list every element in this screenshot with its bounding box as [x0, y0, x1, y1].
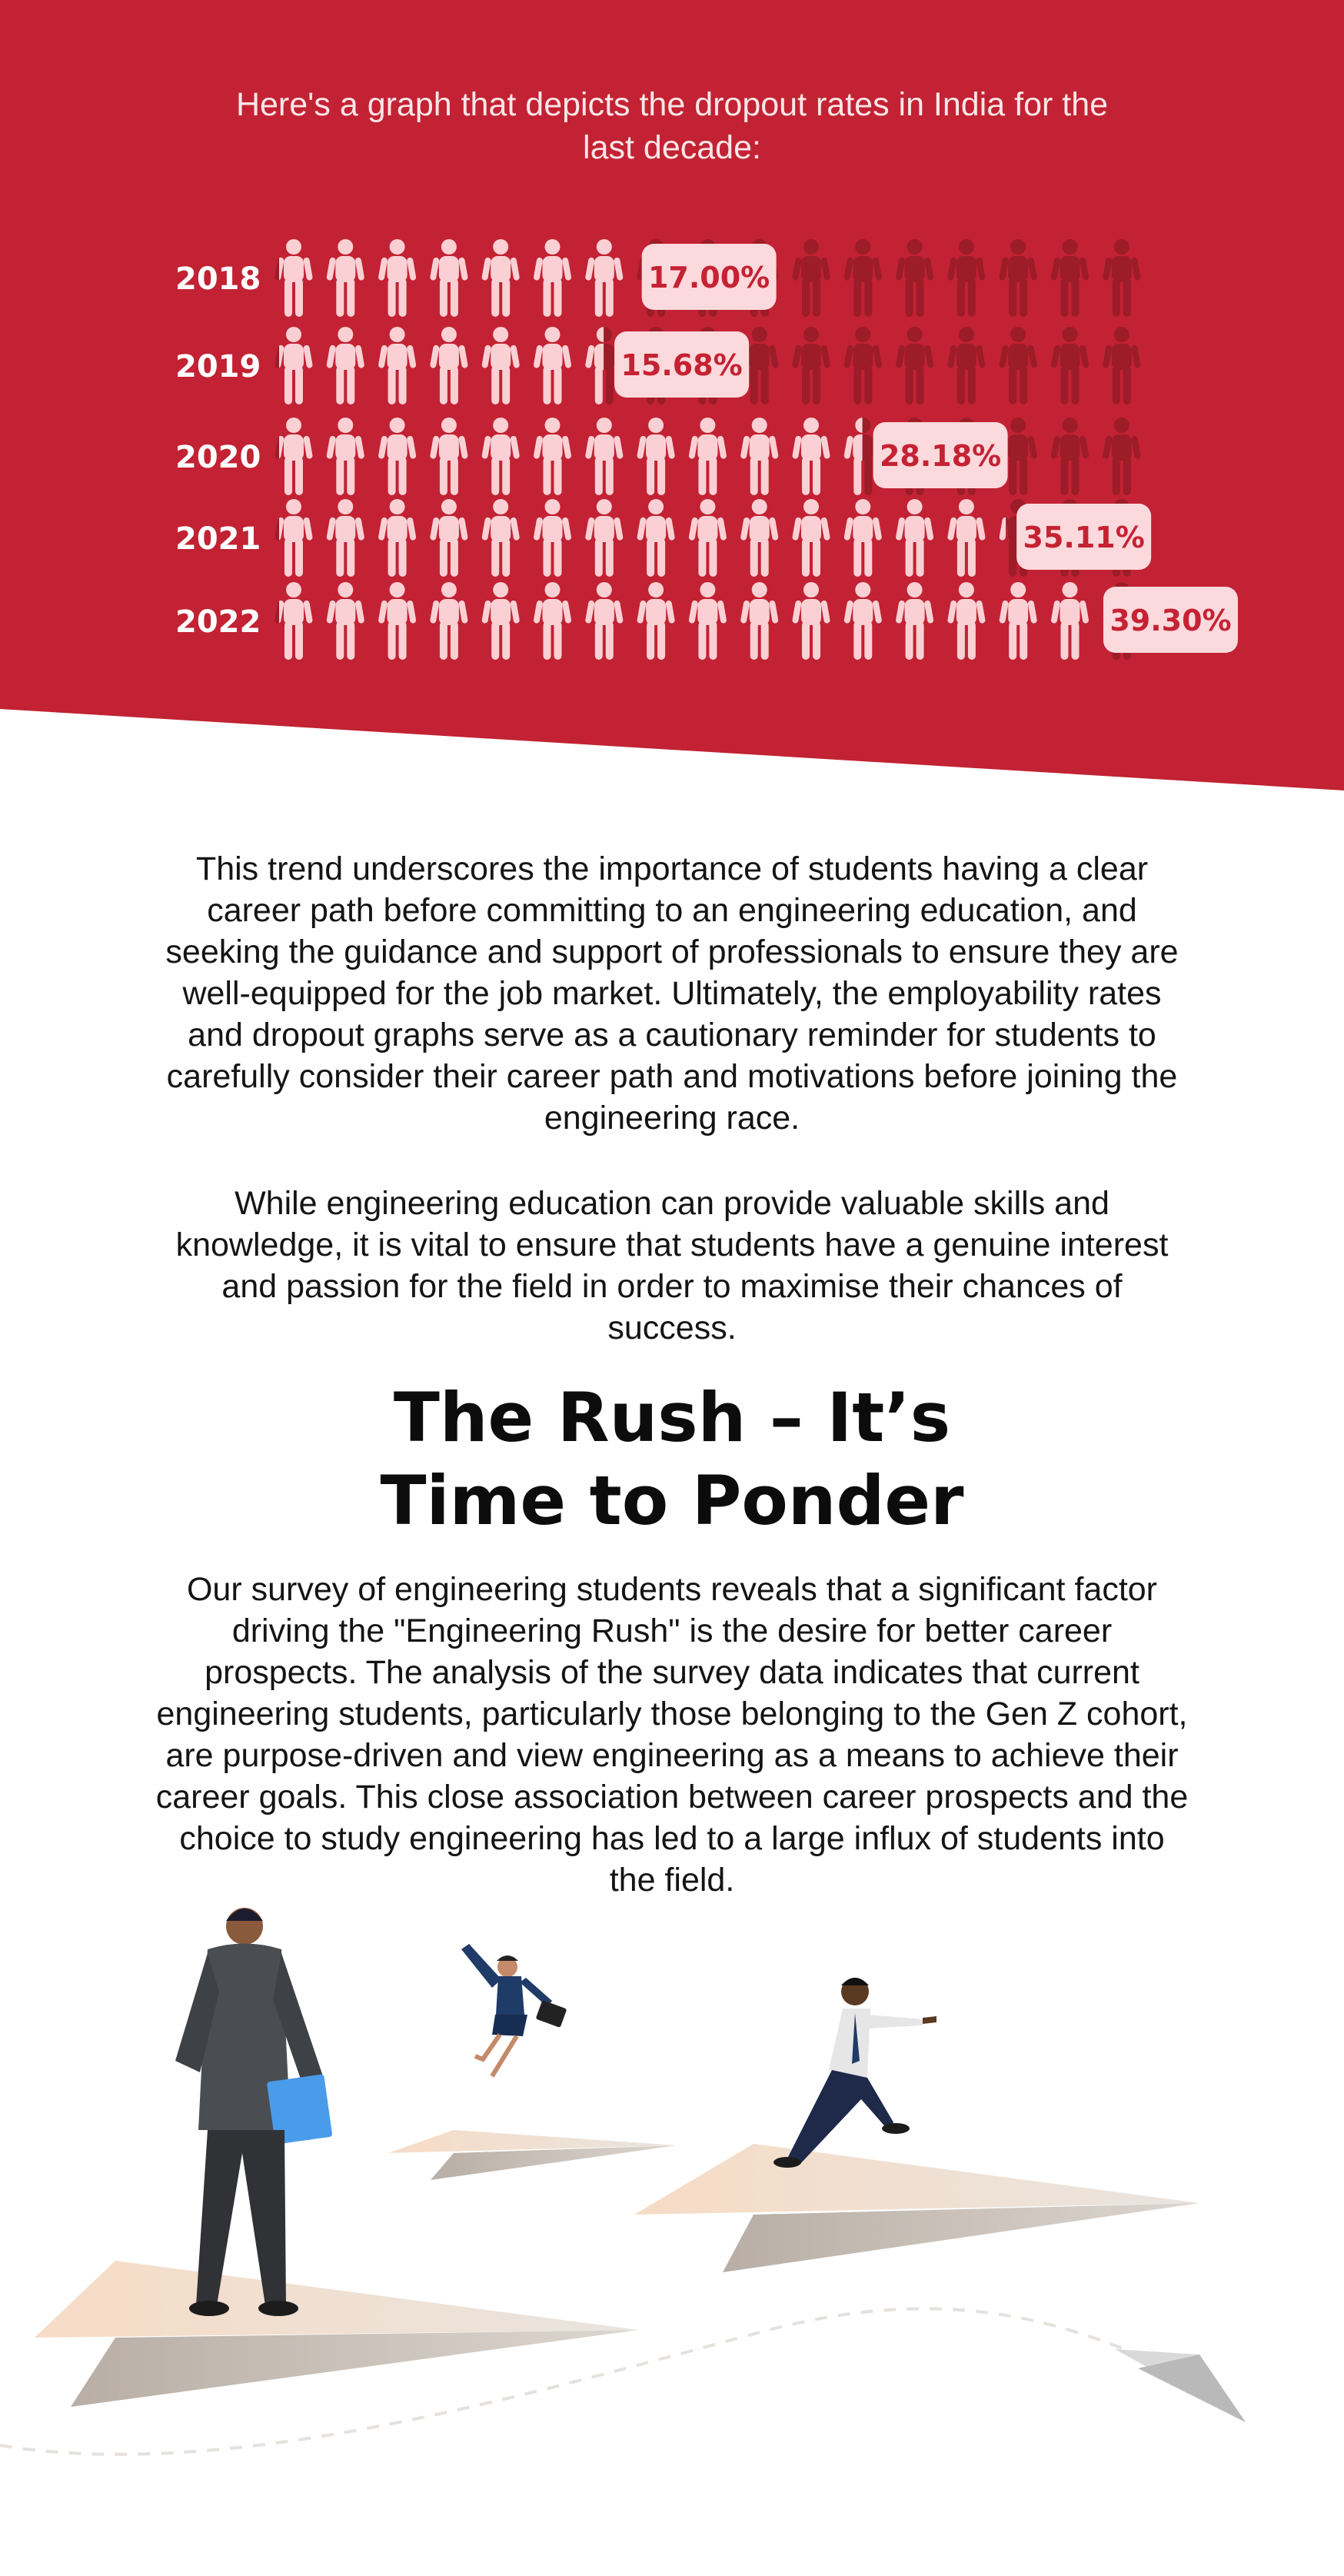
person-icon-filled [378, 327, 416, 404]
person-icon [792, 327, 830, 404]
survey-paragraph: Our survey of engineering students reveals that a significant factor driving the "Engineering Rush" is the desire for better career prospects. The analysis of the survey data indicates that current engineering students, particularly those belonging to the Gen Z cohort, are purpose-driven and view engineering as a means to achieve their career goals. This close association between career prospects and the choice to study engineering has led to a large influx of students into the field. [155, 1571, 1189, 1899]
paper-plane-large [35, 2261, 638, 2407]
person-icon-filled [895, 582, 933, 660]
year-label: 2022 [175, 604, 261, 640]
person-icon-filled [430, 582, 468, 660]
person-icon-filled [430, 239, 468, 317]
person-icon-filled [585, 582, 624, 660]
person-icon-filled [274, 327, 313, 404]
person-icon-filled [274, 582, 313, 660]
man-pointing-forward [773, 1978, 936, 2168]
person-icon [1103, 418, 1141, 495]
person-icon-filled [326, 239, 364, 317]
person-icon [843, 239, 882, 317]
person-icon-filled [533, 582, 571, 660]
person-icon-filled [533, 239, 571, 317]
person-icon-filled [740, 582, 779, 660]
person-icon-filled [637, 418, 675, 495]
person-icon-filled [274, 239, 313, 317]
filled-figures-bar [274, 582, 1141, 660]
year-label: 2020 [175, 440, 261, 475]
person-icon-filled [895, 499, 933, 577]
paper-plane-medium [634, 2144, 1199, 2272]
person-icon-filled [843, 499, 882, 577]
person-icon-filled [378, 582, 416, 660]
person-icon-filled [274, 499, 313, 577]
person-icon [999, 239, 1037, 317]
businesswoman-jumping [461, 1944, 567, 2076]
person-icon-filled [843, 582, 882, 660]
intro-text: Here's a graph that depicts the dropout rates in India for the last decade: [235, 86, 1109, 166]
person-icon-filled [481, 582, 520, 660]
year-label: 2019 [175, 349, 261, 384]
person-icon [895, 239, 933, 317]
person-icon-filled [378, 239, 416, 317]
person-icon-filled [326, 499, 364, 577]
person-icon-filled [378, 418, 416, 495]
percent-label: 35.11% [1023, 521, 1145, 554]
person-icon-filled [326, 582, 364, 660]
person-icon [1050, 239, 1089, 317]
heading-line-2: Time to Ponder [380, 1461, 964, 1540]
percent-label: 15.68% [620, 348, 743, 382]
person-icon [792, 239, 830, 317]
person-icon [999, 327, 1037, 404]
person-icon-filled [533, 499, 571, 577]
pictograph-row-2018 [175, 239, 1141, 317]
person-icon-filled [688, 418, 727, 495]
person-icon-filled [1050, 582, 1089, 660]
person-icon-filled [481, 499, 520, 577]
person-icon-filled [430, 499, 468, 577]
person-icon-filled [481, 418, 520, 495]
percent-label: 17.00% [647, 261, 770, 295]
person-icon-filled [326, 418, 364, 495]
person-icon-filled [585, 418, 624, 495]
person-icon [947, 327, 986, 404]
person-icon [895, 327, 933, 404]
paper-plane-illustration [0, 1899, 1344, 2576]
person-icon-filled [792, 418, 830, 495]
section-heading [154, 1376, 1190, 1543]
person-icon-filled [274, 418, 313, 495]
person-icon-filled [378, 499, 416, 577]
person-icon-filled [430, 327, 468, 404]
person-icon-filled [999, 582, 1037, 660]
pictograph-row-2021 [175, 499, 1151, 577]
person-icon-filled [947, 499, 986, 577]
pictograph-row-2019 [175, 327, 1141, 404]
person-icon [1103, 327, 1141, 404]
passion-paragraph: While engineering education can provide valuable skills and knowledge, it is vital to ensure that students have a genuine interest and passion for the field in order to maximise their chances of success. [175, 1185, 1169, 1346]
person-icon-filled [637, 499, 675, 577]
percent-label: 28.18% [879, 439, 1002, 473]
person-icon-filled [533, 327, 571, 404]
paper-plane-small [388, 2130, 677, 2180]
career-path-paragraph: This trend underscores the importance of students having a clear career path before committing to an engineering education, and seeking the guidance and support of professionals to ensure they are well-equipped for the job market. Ultimately, the employability rates and dropout graphs serve as a cautionary reminder for students to carefully consider their career path and motivations before joining the engineering race. [165, 850, 1179, 1137]
person-icon [947, 239, 986, 317]
person-icon [1103, 239, 1141, 317]
person-icon-filled [688, 499, 727, 577]
percent-label: 39.30% [1109, 604, 1232, 637]
pictograph-row-2020 [175, 418, 1141, 495]
person-icon-filled [688, 582, 727, 660]
person-icon-filled [481, 239, 520, 317]
person-icon-filled [792, 582, 830, 660]
dropout-pictograph-chart [0, 0, 1344, 792]
businessman-holding-folder [175, 1908, 332, 2316]
person-icon-filled [585, 239, 624, 317]
person-icon [1050, 418, 1089, 495]
person-icon-filled [740, 499, 779, 577]
person-icon-filled [792, 499, 830, 577]
person-icon-filled [430, 418, 468, 495]
pictograph-row-2022 [175, 582, 1238, 660]
heading-line-1: The Rush – It’s [393, 1378, 951, 1457]
person-icon-filled [740, 418, 779, 495]
person-icon-filled [326, 327, 364, 404]
year-label: 2018 [175, 261, 261, 297]
paper-plane-tiny [1115, 2349, 1246, 2422]
person-icon [1050, 327, 1089, 404]
person-icon-filled [533, 418, 571, 495]
person-icon-filled [947, 582, 986, 660]
person-icon-filled [637, 582, 675, 660]
person-icon-filled [585, 499, 624, 577]
person-icon [843, 327, 882, 404]
person-icon-filled [481, 327, 520, 404]
year-label: 2021 [175, 521, 261, 557]
